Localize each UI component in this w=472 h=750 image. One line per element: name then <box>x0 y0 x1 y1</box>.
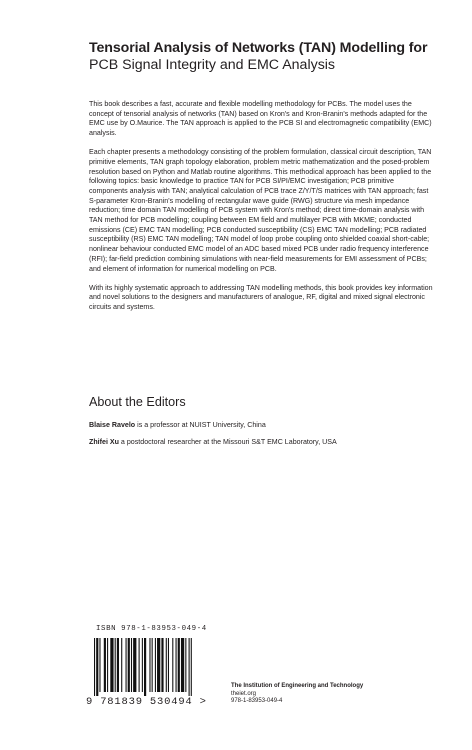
editors-list <box>89 421 434 456</box>
title-line-2: PCB Signal Integrity and EMC Analysis <box>89 57 336 73</box>
barcode-digits: 9 781839 530494 > <box>86 696 207 708</box>
barcode-bar <box>115 638 116 692</box>
barcode-image <box>94 638 194 696</box>
barcode-bar <box>133 638 136 692</box>
publisher-block <box>231 683 363 706</box>
barcode-bar <box>191 638 192 696</box>
description-paragraph-1: This book describes a fast, accurate and flexible modelling methodology for PCBs. The model uses the concept of tensorial analysis of networks (TAN) based on Kron's and Kron-Branin's methods adapted for the EMC use by O.Maurice. The TAN approach is applied to the PCB SI and electromagnetic compatibility (EMC) analysis. <box>89 100 432 138</box>
barcode-bar <box>176 638 177 692</box>
barcode-bar <box>168 638 169 692</box>
barcode-bar <box>152 638 153 692</box>
barcode-bar <box>166 638 167 692</box>
editor-entry <box>89 438 434 448</box>
barcode-bar <box>144 638 146 696</box>
barcode-bar <box>161 638 163 692</box>
barcode-bar <box>117 638 119 692</box>
description-paragraph-2: Each chapter presents a methodology consisting of the problem formulation, classical circuit description, TAN primitive elements, TAN graph topology elaboration, problem metric mathematization and the posed-problem resolution based on Python and Matlab routine algorithms. This methodical approach has been applied to the following topics: basic knowledge to practice TAN for PCB SI/PI/EMC investigation; PCB primitive components analysis with TAN; analytical calculation of PCB trace Z/Y/T/S matrices with TAN approach; fast S-parameter Kron-Branin's modelling of rectangular wave guide (RWG) structure via mesh impedance reduction; time domain TAN modelling of PCB system with Kron's method; direct time-domain analysis with TAN method for PCB modelling; coupling between EM field and multilayer PCB with MKME; conducted emissions (CE) EMC TAN modelling; PCB conducted susceptibility (CS) EMC TAN modelling; PCB radiated susceptibility (RS) EMC TAN modelling; TAN model of loop probe coupling onto shielded coaxial short-cable; nonlinear behaviour conducted EMC model of an ADC based mixed PCB under radio frequency interference (RFI); far-field prediction combining simulations with near-field measurements for EMI assessment of PCBs; and element of information for numerical modelling on PCB. <box>89 148 432 273</box>
editors-heading: About the Editors <box>89 395 186 409</box>
barcode-bar <box>94 638 95 696</box>
description-paragraph-3: With its highly systematic approach to addressing TAN modelling methods, this book provides key information and novel solutions to the designers and manufacturers of analogue, RF, digital and mixed signal electronic circuits and systems. <box>89 283 433 311</box>
book-description <box>89 100 434 322</box>
book-title <box>89 40 449 74</box>
editor-bio: a postdoctoral researcher at the Missouri S&T EMC Laboratory, USA <box>118 438 337 447</box>
barcode-bar <box>139 638 140 692</box>
barcode-bar <box>181 638 184 692</box>
barcode-bar <box>104 638 106 692</box>
isbn-label: ISBN 978-1-83953-049-4 <box>96 625 207 633</box>
title-line-1: Tensorial Analysis of Networks (TAN) Modelling for <box>89 40 428 56</box>
barcode-bar <box>172 638 173 692</box>
editor-entry <box>89 421 434 431</box>
publisher-name: The Institution of Engineering and Technology <box>231 683 364 689</box>
barcode-bar <box>110 638 113 692</box>
barcode-bar <box>131 638 132 692</box>
barcode-bar <box>157 638 160 692</box>
barcode-block <box>86 638 207 710</box>
editor-name: Blaise Ravelo <box>89 421 136 429</box>
barcode-bar <box>149 638 150 692</box>
publisher-isbn: 978-1-83953-049-4 <box>231 698 283 705</box>
editor-bio: is a professor at NUIST University, China <box>135 421 266 429</box>
barcode-bar <box>99 638 100 692</box>
barcode-bar <box>189 638 190 696</box>
publisher-website: theiet.org <box>231 690 257 697</box>
barcode-bar <box>96 638 98 696</box>
barcode-bar <box>121 638 122 692</box>
barcode-bar <box>155 638 156 692</box>
barcode-bar <box>126 638 127 692</box>
editor-name: Zhifei Xu <box>89 438 119 447</box>
barcode-bar <box>128 638 130 692</box>
barcode-bar <box>185 638 186 692</box>
barcode-bar <box>107 638 108 692</box>
barcode-bar <box>142 638 143 692</box>
barcode-bar <box>178 638 180 692</box>
